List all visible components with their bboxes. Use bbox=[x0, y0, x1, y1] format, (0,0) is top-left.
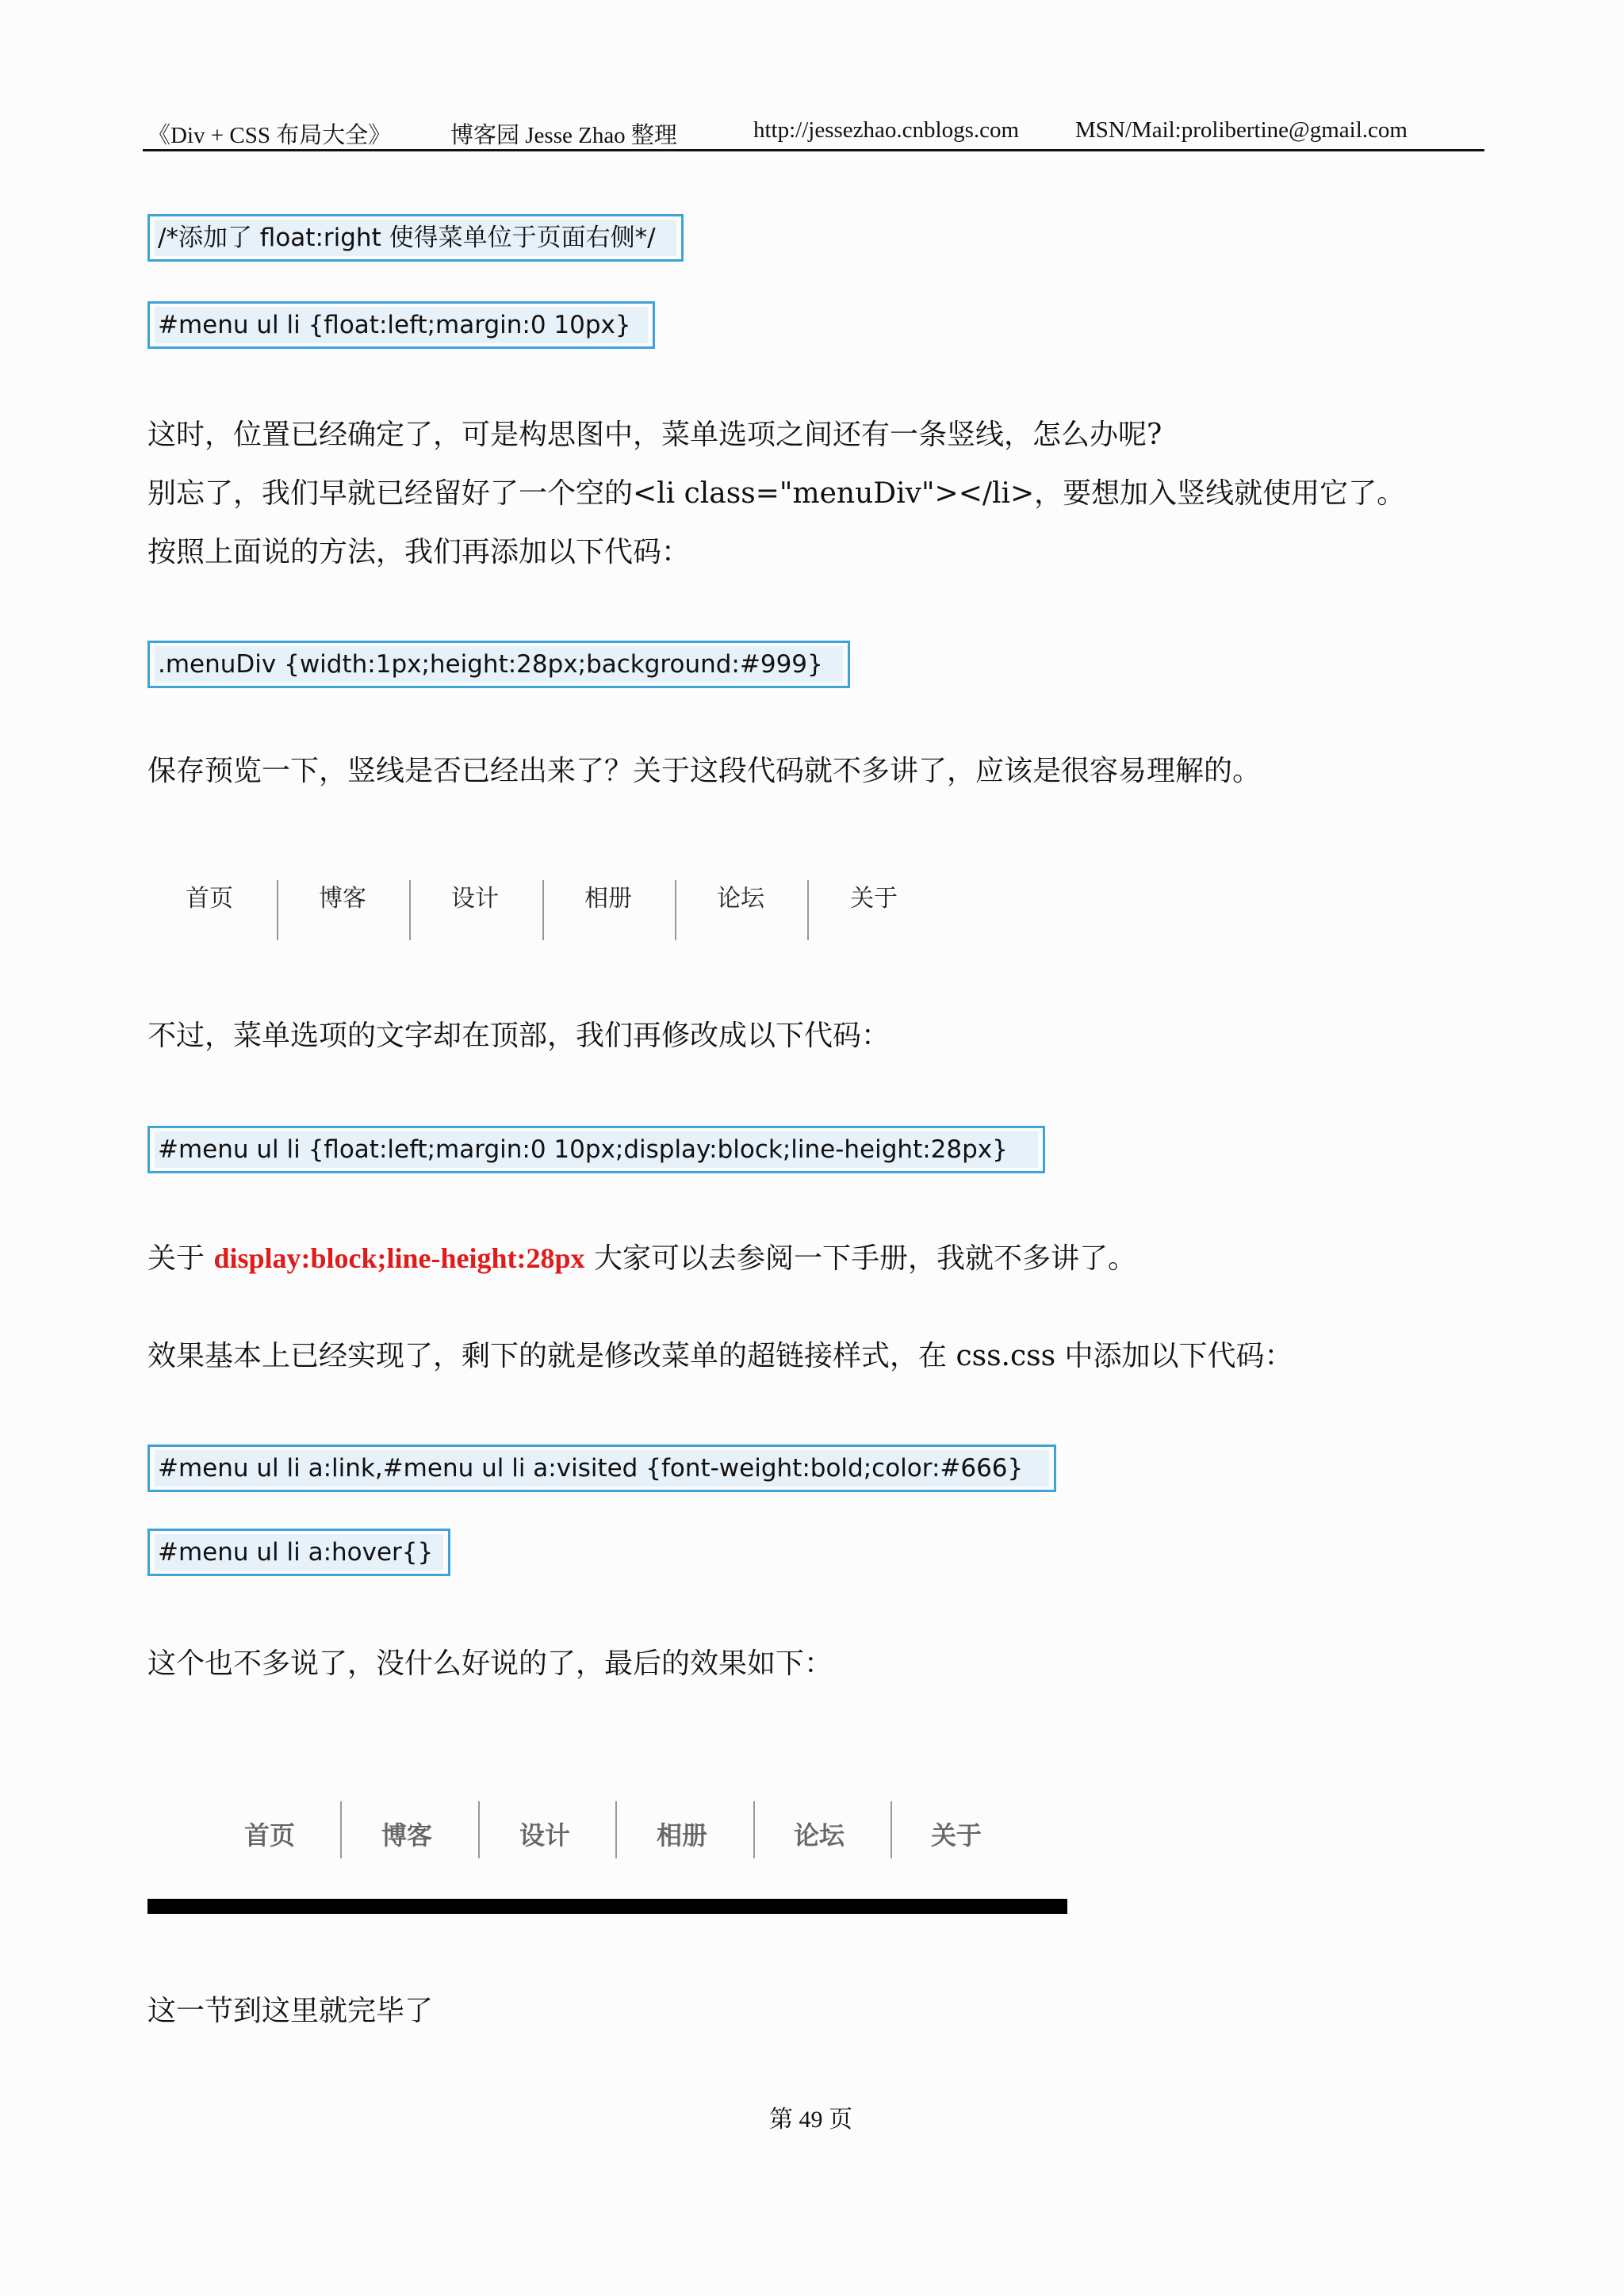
menu-separator bbox=[807, 880, 809, 940]
code-text: #menu ul li {float:left;margin:0 10px;display:block;line-height:28px} bbox=[155, 1131, 1038, 1168]
header-rule bbox=[143, 149, 1484, 151]
code-block bbox=[147, 1529, 450, 1576]
menu-item-about: 关于 bbox=[850, 885, 898, 913]
paragraph: 这一节到这里就完毕了 bbox=[147, 1995, 434, 2027]
text: 大家可以去参阅一下手册，我就不多讲了。 bbox=[584, 1242, 1136, 1275]
menu-separator bbox=[675, 880, 676, 940]
menu-item-forum: 论坛 bbox=[717, 885, 764, 913]
menu-separator bbox=[478, 1801, 480, 1858]
menu-final-result bbox=[147, 1800, 1067, 1919]
code-block bbox=[147, 301, 655, 349]
menu-item-album[interactable]: 相册 bbox=[657, 1820, 708, 1850]
code-block bbox=[147, 1126, 1045, 1173]
menu-item-design: 设计 bbox=[451, 885, 499, 913]
paragraph bbox=[147, 1238, 1136, 1279]
paragraph: 这时，位置已经确定了，可是构思图中，菜单选项之间还有一条竖线，怎么办呢? bbox=[147, 419, 1162, 451]
menu-separator bbox=[615, 1801, 617, 1858]
menu-item-forum[interactable]: 论坛 bbox=[794, 1820, 845, 1850]
menu-separator bbox=[277, 880, 278, 940]
paragraph: 别忘了，我们早就已经留好了一个空的<li class="menuDiv"></li>，要想加入竖线就使用它了。 bbox=[147, 477, 1406, 510]
paragraph: 按照上面说的方法，我们再添加以下代码： bbox=[147, 536, 691, 568]
menu-item-blog: 博客 bbox=[319, 885, 366, 913]
menu-item-home: 首页 bbox=[186, 885, 233, 913]
blog-url[interactable]: http://jessezhao.cnblogs.com bbox=[753, 117, 1020, 143]
menu-separator bbox=[409, 880, 411, 940]
code-block bbox=[147, 641, 850, 688]
code-text: #menu ul li a:hover{} bbox=[155, 1534, 443, 1571]
menu-item-blog[interactable]: 博客 bbox=[381, 1820, 433, 1850]
menu-bottom-bar bbox=[147, 1899, 1067, 1914]
page-header bbox=[147, 117, 1484, 152]
paragraph: 效果基本上已经实现了，剩下的就是修改菜单的超链接样式，在 css.css 中添加以下代码： bbox=[147, 1340, 1293, 1372]
menu-item-design[interactable]: 设计 bbox=[519, 1820, 571, 1850]
paragraph: 保存预览一下，竖线是否已经出来了？关于这段代码就不多讲了，应该是很容易理解的。 bbox=[147, 755, 1262, 787]
highlighted-code: display:block;line-height:28px bbox=[213, 1242, 585, 1274]
paragraph: 不过，菜单选项的文字却在顶部，我们再修改成以下代码： bbox=[147, 1020, 891, 1052]
menu-item-home[interactable]: 首页 bbox=[244, 1820, 296, 1850]
menu-separator bbox=[542, 880, 544, 940]
code-text: #menu ul li {float:left;margin:0 10px} bbox=[155, 307, 648, 343]
menu-preview-with-separators bbox=[147, 856, 940, 943]
page-number: 第 49 页 bbox=[769, 2107, 852, 2133]
code-block bbox=[147, 214, 684, 262]
menu-separator bbox=[340, 1801, 342, 1858]
code-text: /*添加了 float:right 使得菜单位于页面右侧*/ bbox=[155, 220, 676, 256]
contact-email[interactable]: MSN/Mail:prolibertine@gmail.com bbox=[1075, 117, 1408, 143]
code-text: #menu ul li a:link,#menu ul li a:visited {font-weight:bold;color:#666} bbox=[155, 1450, 1049, 1487]
menu-separator bbox=[753, 1801, 755, 1858]
menu-separator bbox=[891, 1801, 892, 1858]
compiler-credit: 博客园 Jesse Zhao 整理 bbox=[450, 123, 677, 148]
code-text: .menuDiv {width:1px;height:28px;background:#999} bbox=[155, 646, 843, 683]
code-block bbox=[147, 1445, 1056, 1492]
paragraph: 这个也不多说了，没什么好说的了，最后的效果如下： bbox=[147, 1647, 833, 1680]
book-title: 《Div + CSS 布局大全》 bbox=[147, 123, 392, 148]
menu-item-album: 相册 bbox=[584, 885, 632, 913]
menu-item-about[interactable]: 关于 bbox=[931, 1820, 982, 1850]
text: 关于 bbox=[147, 1242, 214, 1275]
